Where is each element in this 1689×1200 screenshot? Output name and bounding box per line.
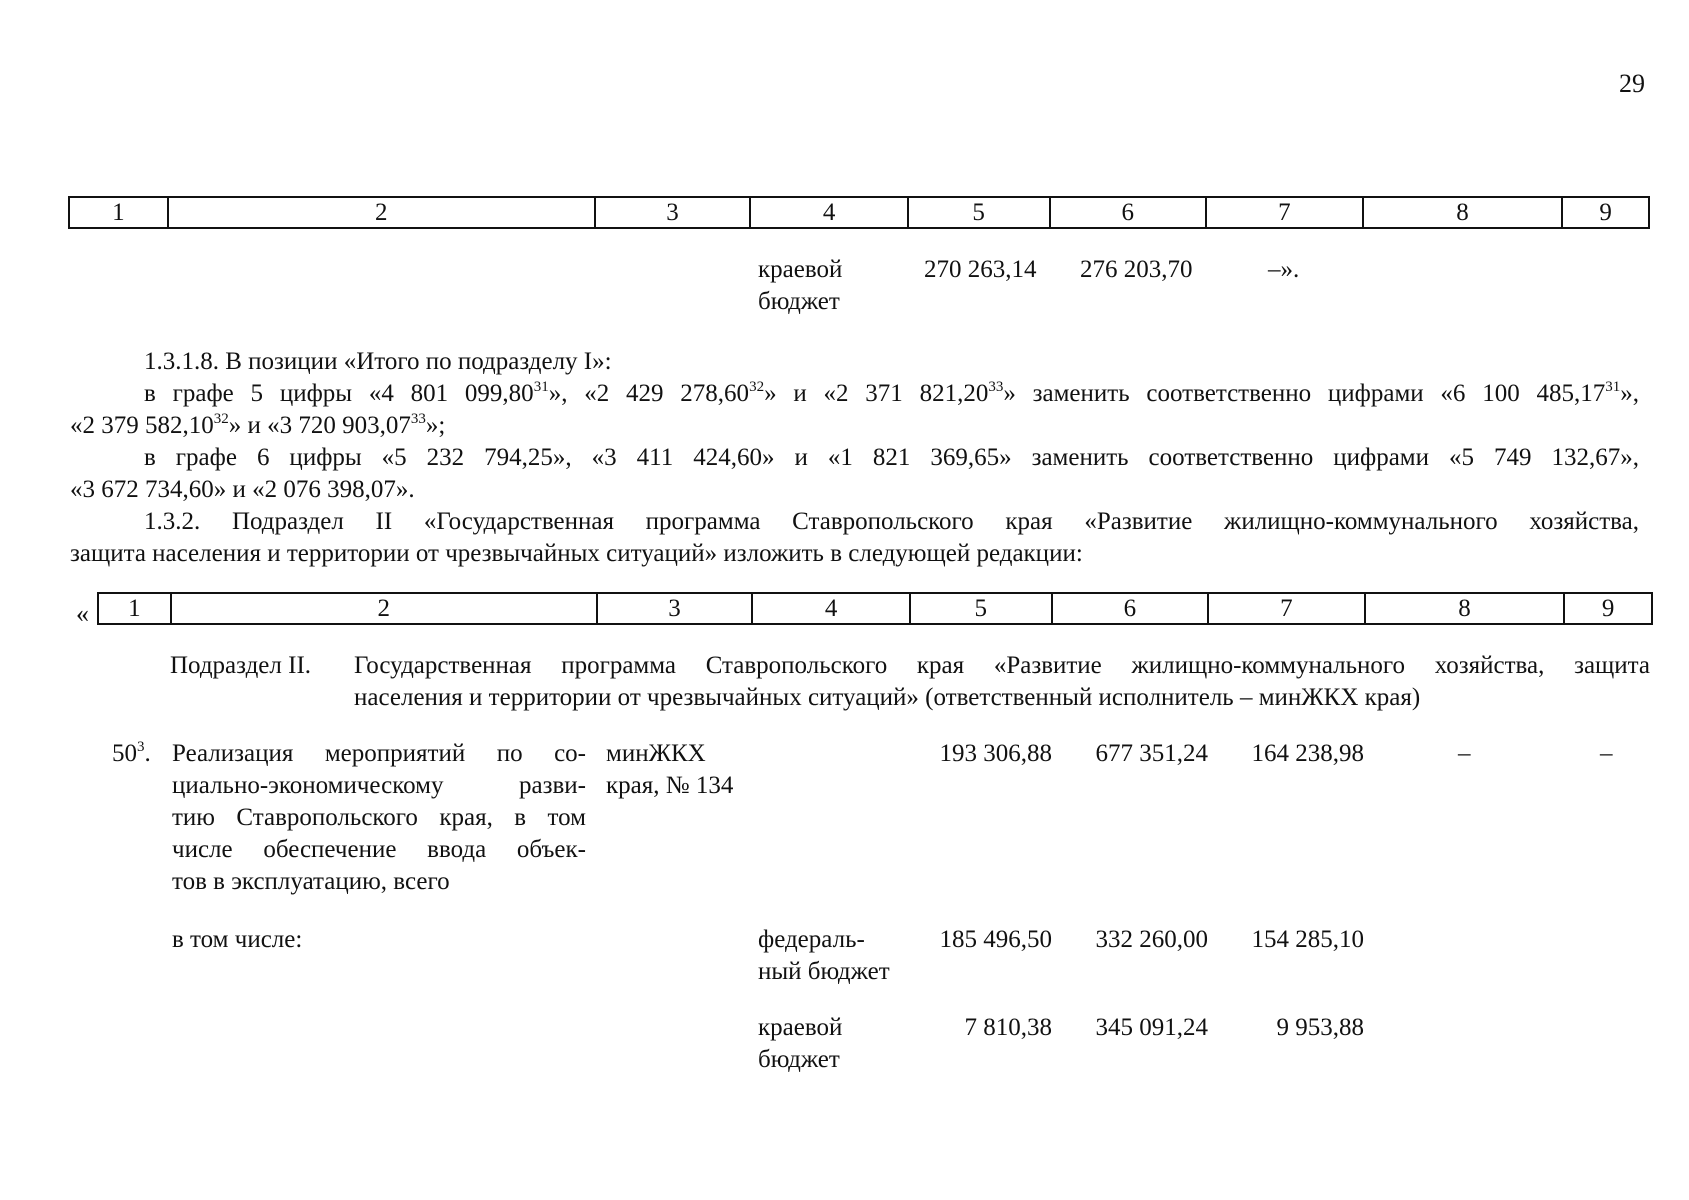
row-executor-line2: края, № 134 — [606, 772, 734, 799]
row-description — [172, 738, 586, 898]
regional-row-col5: 7 810,38 — [964, 1014, 1052, 1041]
row-total-col7: 164 238,98 — [1251, 740, 1364, 767]
column-header-8: 8 — [1366, 594, 1565, 623]
paragraph-1-3-1-8-title: 1.3.1.8. В позиции «Итого по подразделу I»: — [144, 348, 612, 375]
federal-row-source-line1: федераль- — [758, 926, 865, 953]
top-row-col7: –». — [1268, 256, 1300, 283]
regional-row-col7: 9 953,88 — [1276, 1014, 1364, 1041]
row-total-col5: 193 306,88 — [939, 740, 1052, 767]
row-executor — [606, 738, 733, 802]
row-number: $50^3$. — [112, 739, 151, 767]
federal-row-source-line2: ный бюджет — [758, 958, 890, 985]
page-number: 29 — [1619, 69, 1645, 98]
paragraph-1-3-1-8-line4: в графе 6 цифры «5 232 794,25», «3 411 424,60» и «1 821 369,65» заменить соответственно цифрами «5 749 132,67», — [144, 444, 1639, 471]
federal-row-col6: 332 260,00 — [1095, 926, 1208, 953]
subsection-title-line1: Государственная программа Ставропольского края «Развитие жилищно-коммунального хозяйства, защита — [354, 652, 1650, 679]
federal-row-col7: 154 285,10 — [1251, 926, 1364, 953]
subsection-label: Подраздел II. — [170, 652, 312, 679]
column-header-6: 6 — [1053, 594, 1210, 623]
column-header-9: 9 — [1599, 199, 1612, 226]
column-header-7: 7 — [1209, 594, 1366, 623]
federal-row-col5: 185 496,50 — [939, 926, 1052, 953]
regional-row-source-line2: бюджет — [758, 1046, 840, 1073]
federal-row-source — [758, 924, 890, 988]
row-description-line3: тию Ставропольского края, в том — [172, 804, 586, 831]
regional-row-source — [758, 1012, 842, 1076]
column-header-4: 4 — [753, 594, 911, 623]
column-header-5: 5 — [911, 594, 1053, 623]
subsection-title-line2: населения и территории от чрезвычайных ситуаций» (ответственный исполнитель – минЖКХ края) — [354, 684, 1421, 711]
column-header-8: 8 — [1364, 198, 1564, 227]
column-header-3: 3 — [598, 594, 754, 623]
paragraph-1-3-2-line2: защита населения и территории от чрезвычайных ситуаций» изложить в следующей редакции: — [70, 540, 1083, 567]
row-total-col6: 677 351,24 — [1095, 740, 1208, 767]
column-header-grid-bottom — [97, 592, 1653, 625]
column-header-6: 6 — [1051, 198, 1208, 227]
top-row-source-line2: бюджет — [758, 288, 840, 315]
column-header-4: 4 — [751, 198, 909, 227]
column-header-1: 1 — [70, 198, 169, 227]
column-header-9: 9 — [1601, 595, 1615, 622]
column-header-3: 3 — [596, 198, 752, 227]
row-total-col9: – — [1600, 740, 1613, 767]
column-header-5: 5 — [909, 198, 1051, 227]
column-header-1: 1 — [99, 594, 172, 623]
paragraph-1-3-2 — [70, 506, 1639, 570]
including-label: в том числе: — [172, 926, 303, 953]
row-total-col8: – — [1458, 740, 1471, 767]
paragraph-1-3-1-8-line5: «3 672 734,60» и «2 076 398,07». — [70, 476, 415, 503]
paragraph-1-3-2-line1: 1.3.2. Подраздел II «Государственная программа Ставропольского края «Развитие жилищно-коммунального хозяйства, — [144, 508, 1639, 535]
top-row-source-line1: краевой — [758, 256, 843, 283]
row-executor-line1: минЖКХ — [606, 740, 706, 767]
row-description-line4: числе обеспечение ввода объек- — [172, 836, 586, 863]
paragraph-1-3-1-8-line3: «2 379 582,10$^{32}$» и «3 720 903,07$^{33}$»; — [70, 411, 446, 439]
column-header-2: 2 — [169, 198, 596, 227]
opening-quote: « — [76, 599, 89, 628]
regional-row-source-line1: краевой — [758, 1014, 843, 1041]
row-description-line2: циально-экономическому разви- — [172, 772, 586, 799]
paragraph-1-3-1-8-line2: в графе 5 цифры «4 801 099,80$^{31}$», «2 429 278,60$^{32}$» и «2 371 821,20$^{33}$» заменить соответственно цифрами «6 100 485,17$^{31}$», — [144, 379, 1640, 407]
subsection-title — [354, 650, 1654, 714]
row-description-line1: Реализация мероприятий по со- — [172, 740, 586, 767]
column-header-2: 2 — [172, 594, 598, 623]
regional-row-col6: 345 091,24 — [1095, 1014, 1208, 1041]
column-header-7: 7 — [1207, 198, 1364, 227]
top-row-col5: 270 263,14 — [924, 256, 1037, 283]
column-header-grid-top — [68, 196, 1650, 229]
row-description-line5: тов в эксплуатацию, всего — [172, 868, 450, 895]
top-row-source — [758, 254, 842, 318]
top-row-col6: 276 203,70 — [1080, 256, 1193, 283]
paragraph-1-3-1-8 — [70, 346, 1639, 506]
